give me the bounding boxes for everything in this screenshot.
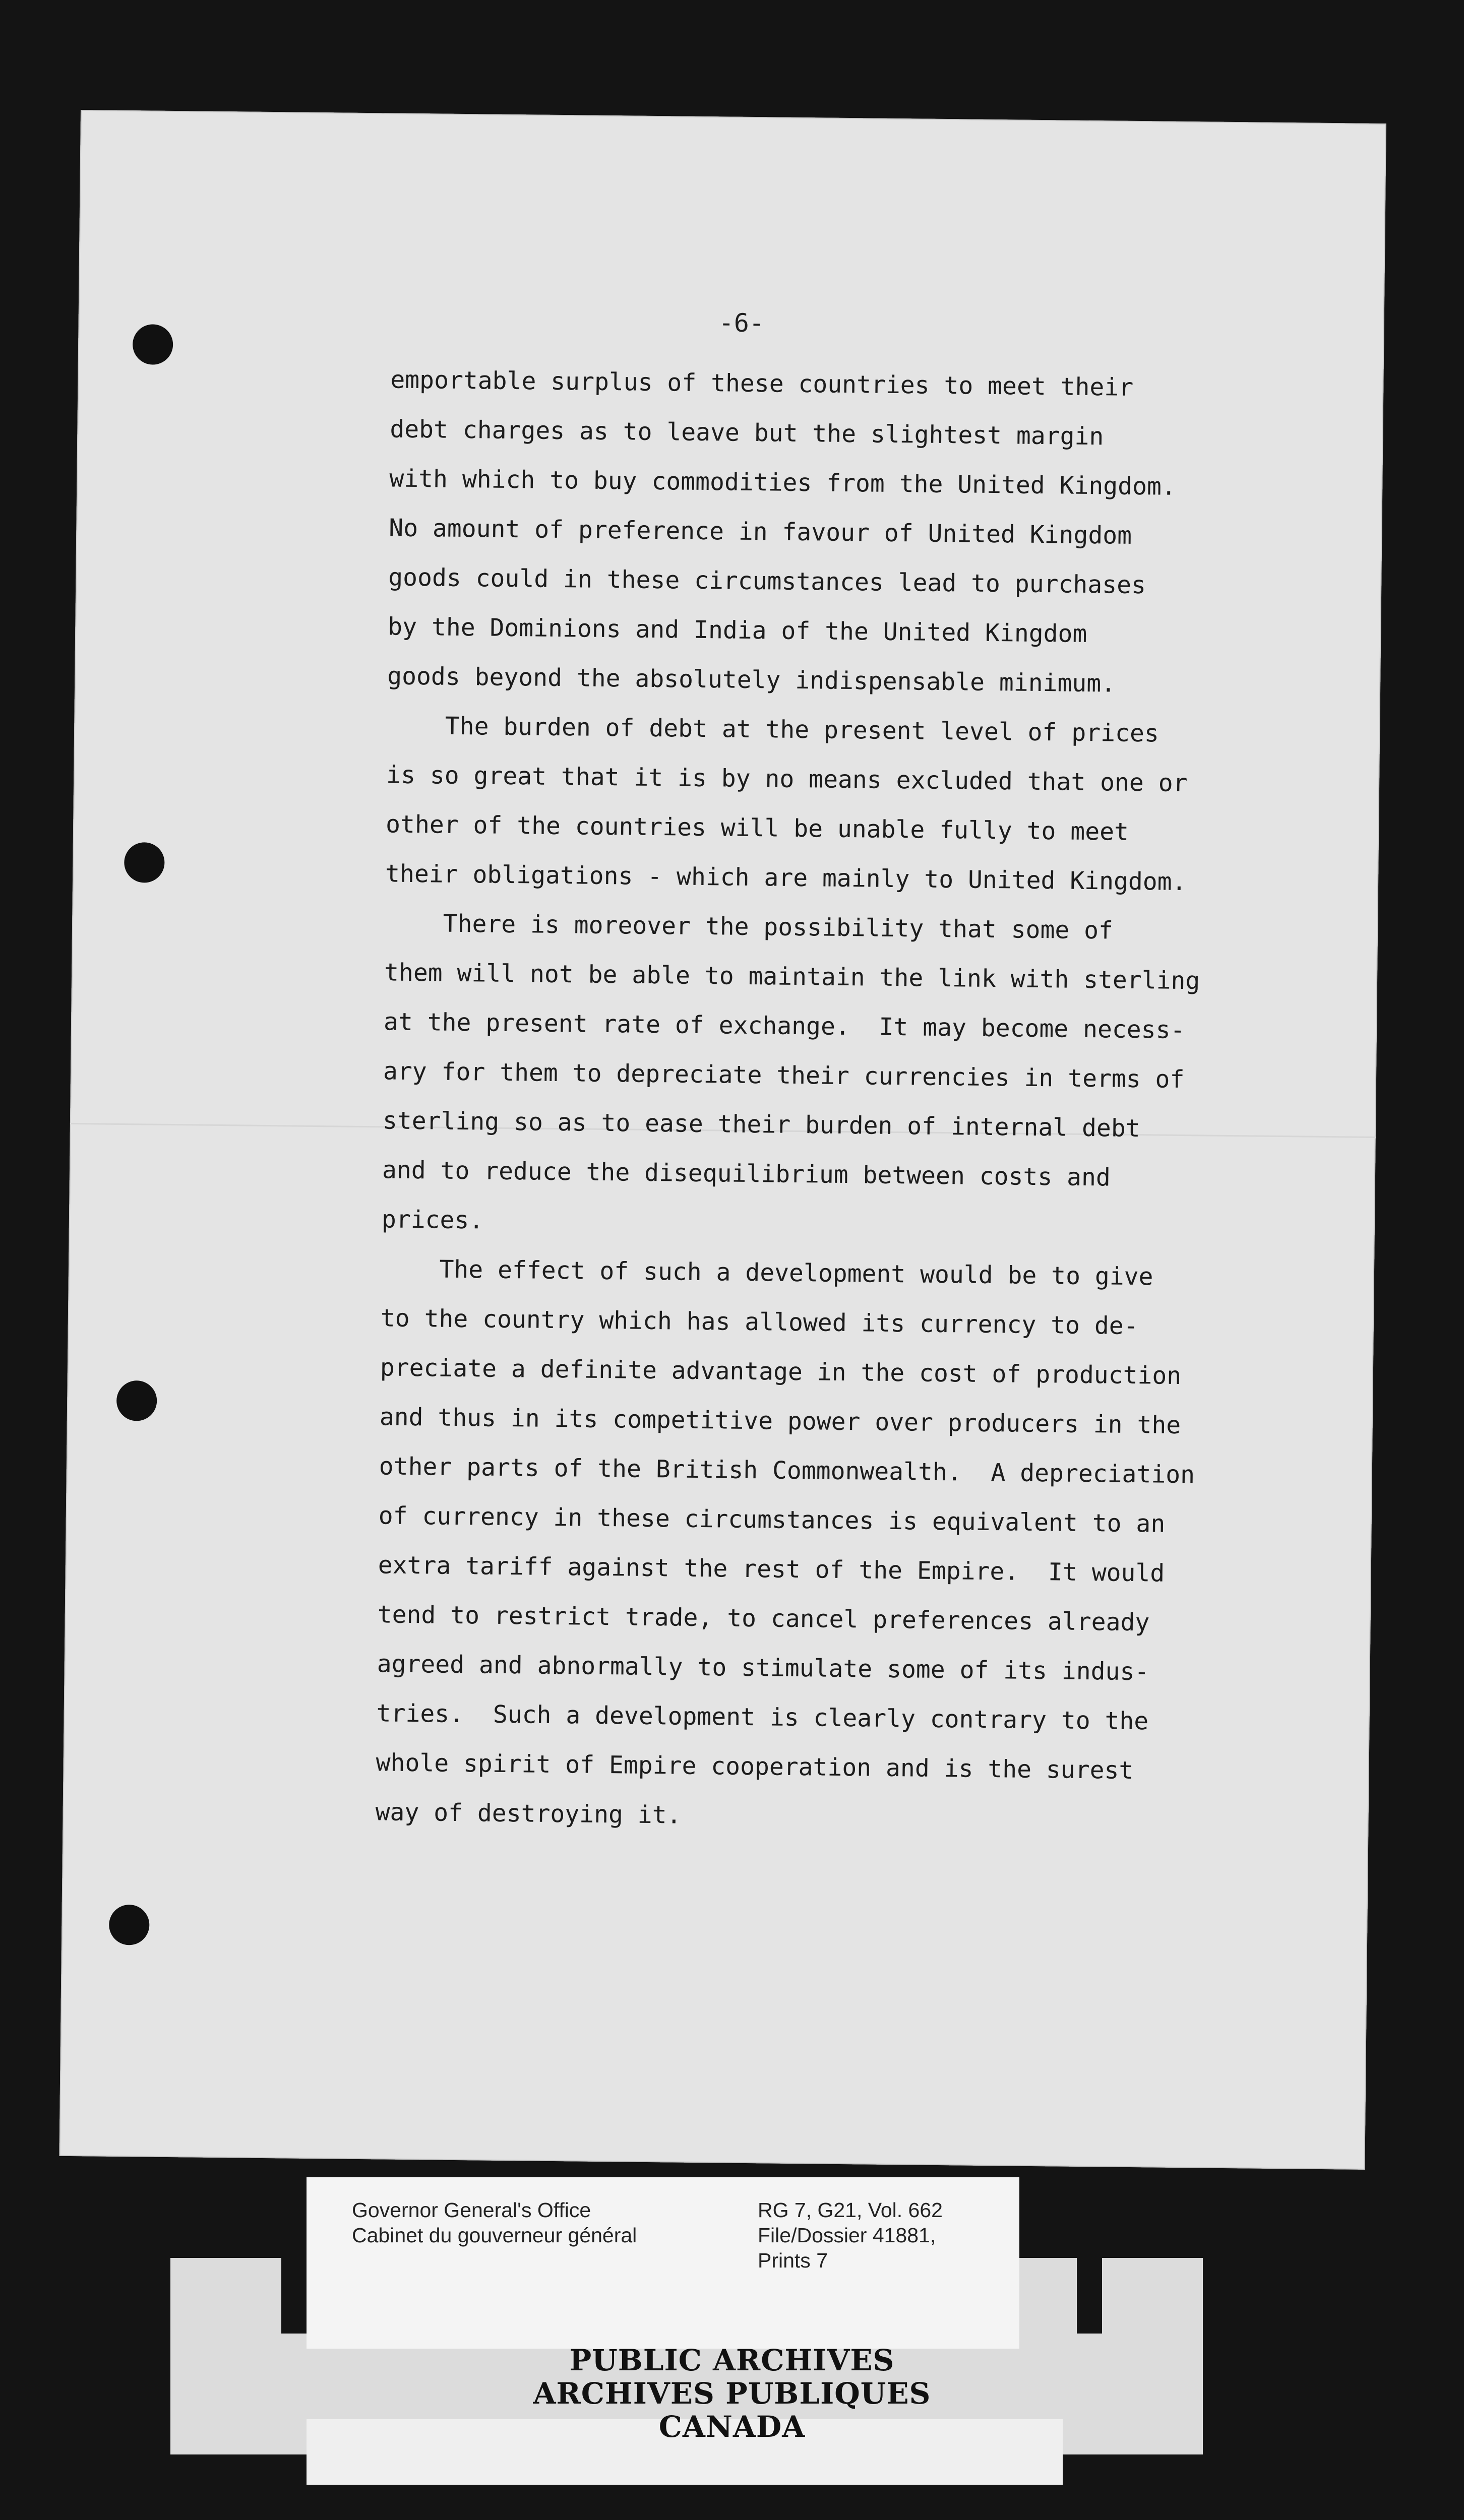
punch-hole [116, 1380, 157, 1421]
page-number: -6- [718, 308, 765, 338]
reference-numbers [758, 2197, 943, 2273]
text-line: at the present rate of exchange. It may become necess- [383, 1007, 1185, 1045]
punch-hole [133, 324, 173, 365]
office-names [352, 2197, 637, 2248]
office-french: Cabinet du gouverneur général [352, 2224, 637, 2247]
text-line: prices. [381, 1205, 484, 1235]
text-line: ary for them to depreciate their currencies in terms of [383, 1057, 1185, 1094]
text-line: them will not be able to maintain the link with sterling [384, 958, 1200, 995]
archives-stamp [0, 2344, 1464, 2443]
text-line: The burden of debt at the present level of prices [386, 711, 1160, 748]
text-line: goods beyond the absolutely indispensable minimum. [387, 662, 1116, 698]
punch-hole [109, 1905, 150, 1945]
text-line: extra tariff against the rest of the Empire. It would [378, 1551, 1165, 1588]
text-line: sterling so as to ease their burden of internal debt [382, 1106, 1140, 1143]
text-line: agreed and abnormally to stimulate some of its indus- [377, 1650, 1149, 1686]
text-line: preciate a definite advantage in the cost of production [380, 1353, 1182, 1390]
text-line: debt charges as to leave but the slightest margin [390, 415, 1104, 451]
text-line: other of the countries will be unable fully to meet [385, 810, 1129, 846]
text-line: emportable surplus of these countries to meet their [390, 365, 1134, 402]
file-dossier: File/Dossier 41881, [758, 2224, 936, 2247]
stamp-line-1: PUBLIC ARCHIVES [569, 2343, 895, 2377]
stamp-line-3: CANADA [658, 2410, 806, 2444]
text-line: goods could in these circumstances lead to purchases [388, 563, 1146, 600]
typed-text-body [375, 355, 1338, 1847]
text-line: tries. Such a development is clearly contrary to the [376, 1699, 1149, 1736]
text-line: is so great that it is by no means excluded that one or [386, 761, 1188, 798]
text-line: whole spirit of Empire cooperation and is the surest [376, 1748, 1134, 1785]
text-line: other parts of the British Commonwealth. A depreciation [379, 1452, 1195, 1489]
record-group: RG 7, G21, Vol. 662 [758, 2198, 943, 2222]
stamp-line-2: ARCHIVES PUBLIQUES [533, 2376, 931, 2411]
text-line: There is moreover the possibility that some of [384, 909, 1114, 945]
archive-reference-label [307, 2177, 1019, 2349]
text-line: to the country which has allowed its currency to de- [380, 1304, 1138, 1341]
punch-hole [124, 842, 165, 883]
text-line: tend to restrict trade, to cancel preferences already [377, 1600, 1150, 1637]
text-line: way of destroying it. [375, 1798, 682, 1830]
text-line: The effect of such a development would be to give [381, 1254, 1153, 1291]
prints-count: Prints 7 [758, 2249, 828, 2272]
text-line: and thus in its competitive power over producers in the [379, 1403, 1181, 1439]
text-line: their obligations - which are mainly to United Kingdom. [385, 859, 1187, 897]
document-page [59, 110, 1386, 2170]
text-line: of currency in these circumstances is equivalent to an [378, 1501, 1166, 1538]
office-english: Governor General's Office [352, 2198, 591, 2222]
text-line: No amount of preference in favour of United Kingdom [389, 514, 1132, 550]
text-line: by the Dominions and India of the United Kingdom [388, 612, 1087, 648]
text-line: and to reduce the disequilibrium between costs and [382, 1156, 1111, 1192]
text-line: with which to buy commodities from the United Kingdom. [389, 464, 1177, 501]
